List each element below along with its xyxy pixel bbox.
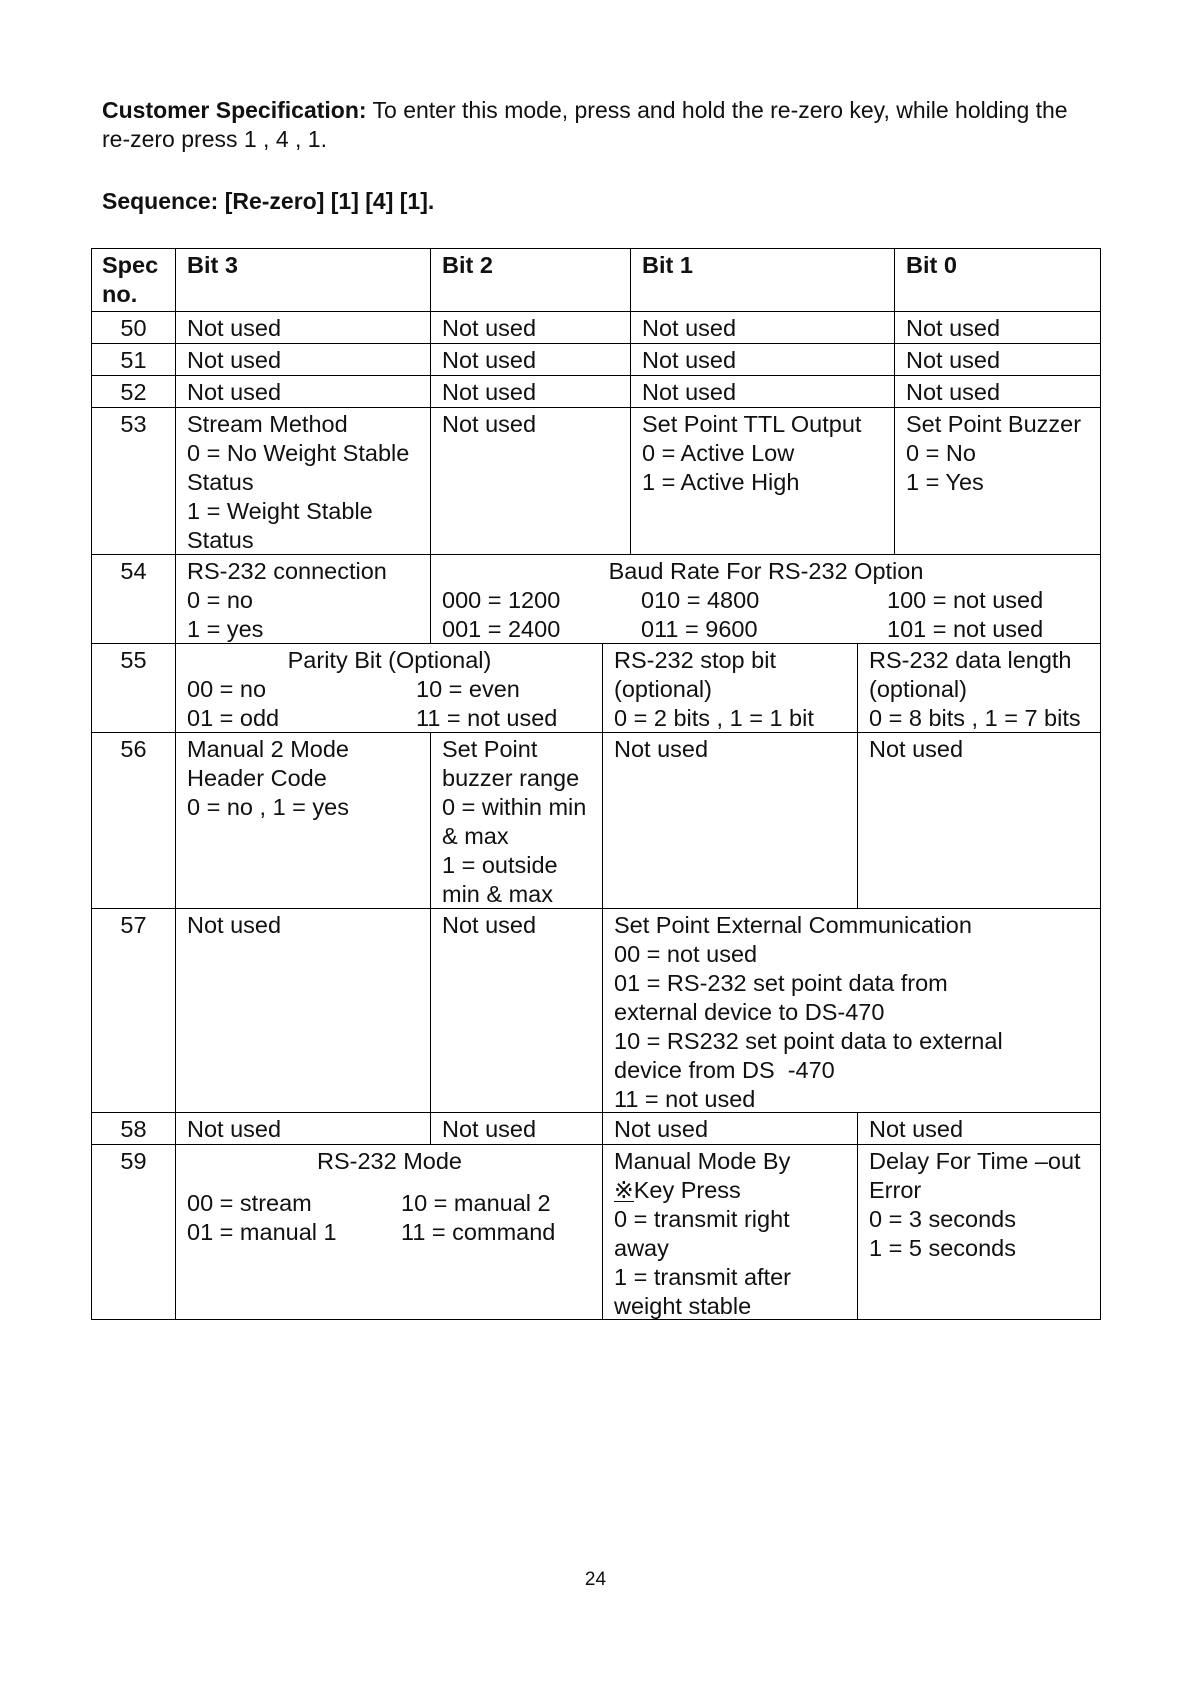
cell-line: 1 = yes xyxy=(187,616,264,642)
parity-line-1 xyxy=(187,675,592,704)
baud-option: 101 = not used xyxy=(887,616,1044,642)
bit3-cell: Not used xyxy=(175,909,430,1112)
cell-line: 1 = Active High xyxy=(642,469,800,495)
bit3-cell: Not used xyxy=(175,1113,430,1144)
reference-mark-icon: ※ xyxy=(614,1177,634,1203)
bit2-cell xyxy=(430,733,602,908)
bit0-cell: Not used xyxy=(857,733,1100,908)
cell-line: RS-232 data length xyxy=(869,647,1072,673)
table-row xyxy=(92,311,1100,343)
cell-line: Error xyxy=(869,1177,922,1203)
parity-line-2 xyxy=(187,704,592,732)
cell-line: 1 = Yes xyxy=(906,469,984,495)
bit1-cell: Not used xyxy=(630,344,894,375)
header-bit2: Bit 2 xyxy=(430,249,630,311)
parity-option: 11 = not used xyxy=(416,705,558,731)
cell-line: Set Point xyxy=(442,736,538,762)
cell-line: RS-232 connection xyxy=(187,558,387,584)
cell-line: 1 = transmit after xyxy=(614,1264,791,1290)
table-row xyxy=(92,343,1100,375)
cell-line: Header Code xyxy=(187,765,327,791)
bit0-cell xyxy=(894,408,1100,554)
cell-line: 1 = outside xyxy=(442,852,558,878)
bit0-cell: Not used xyxy=(894,312,1100,343)
spec-number: 54 xyxy=(120,558,147,584)
bit2-cell: Not used xyxy=(430,909,602,1112)
table-row xyxy=(92,1144,1100,1319)
spec-number: 51 xyxy=(120,347,147,373)
spec-number: 53 xyxy=(120,411,147,437)
table-row xyxy=(92,407,1100,554)
parity-bit-cell xyxy=(175,644,602,732)
cell-line: 0 = 3 seconds xyxy=(869,1206,1016,1232)
cell-line: 00 = not used xyxy=(614,941,758,967)
bit0-cell: Not used xyxy=(857,1113,1100,1144)
cell-line: 0 = no , 1 = yes xyxy=(187,794,349,820)
bit3-cell: Not used xyxy=(175,312,430,343)
cell-line: (optional) xyxy=(614,676,712,702)
cell-line: RS-232 stop bit xyxy=(614,647,776,673)
cell-line: Manual Mode By xyxy=(614,1148,791,1174)
cell-line: 0 = No Weight Stable xyxy=(187,440,410,466)
bit2-cell: Not used xyxy=(430,344,630,375)
baud-option: 001 = 2400 xyxy=(442,616,561,642)
bit1-cell: Not used xyxy=(630,312,894,343)
bit2-cell: Not used xyxy=(430,376,630,407)
table-header-row xyxy=(92,249,1100,311)
key-press-text: Key Press xyxy=(633,1177,741,1203)
mode-line-1 xyxy=(187,1189,592,1218)
spec-number: 55 xyxy=(120,647,147,673)
mode-option: 10 = manual 2 xyxy=(401,1190,551,1216)
table-row xyxy=(92,375,1100,407)
cell-line: Set Point External Communication xyxy=(614,912,972,938)
header-bit0: Bit 0 xyxy=(894,249,1100,311)
baud-rate-cell xyxy=(430,555,1100,643)
bit0-cell: Not used xyxy=(894,344,1100,375)
cell-line: Stream Method xyxy=(187,411,348,437)
cell-line: Status xyxy=(187,469,254,495)
header-bit1: Bit 1 xyxy=(630,249,894,311)
cell-line: min & max xyxy=(442,881,553,907)
cell-line: away xyxy=(614,1235,669,1261)
baud-rate-line-1 xyxy=(442,586,1090,615)
baud-option: 010 = 4800 xyxy=(641,587,760,613)
header-spec-no: Spec no. xyxy=(102,252,159,307)
cell-line: 01 = RS-232 set point data from xyxy=(614,970,948,996)
header-bit3: Bit 3 xyxy=(175,249,430,311)
mode-option: 00 = stream xyxy=(187,1190,312,1216)
cell-line: 0 = within min xyxy=(442,794,587,820)
cell-line: (optional) xyxy=(869,676,967,702)
cell-line: 0 = No xyxy=(906,440,976,466)
bit1-cell: Not used xyxy=(602,1113,857,1144)
spec-number: 57 xyxy=(120,912,147,938)
bit1-cell: Not used xyxy=(630,376,894,407)
bit0-cell xyxy=(857,1145,1100,1319)
baud-option: 000 = 1200 xyxy=(442,587,561,613)
bit0-cell xyxy=(857,644,1100,732)
bit3-cell: Not used xyxy=(175,376,430,407)
cell-line: 0 = 8 bits , 1 = 7 bits xyxy=(869,705,1081,731)
bit3-cell xyxy=(175,408,430,554)
parity-option: 00 = no xyxy=(187,676,267,702)
bit0-cell: Not used xyxy=(894,376,1100,407)
mode-option: 01 = manual 1 xyxy=(187,1219,337,1245)
intro-paragraph xyxy=(102,96,1082,154)
cell-line: 0 = transmit right xyxy=(614,1206,790,1232)
cell-line: 11 = not used xyxy=(614,1086,756,1112)
table-row xyxy=(92,1112,1100,1144)
bit3-cell xyxy=(175,555,430,643)
bit1-cell xyxy=(602,1145,857,1319)
set-point-external-communication-cell xyxy=(602,909,1100,1112)
sequence-heading: Sequence: [Re-zero] [1] [4] [1]. xyxy=(102,188,435,214)
cell-line: & max xyxy=(442,823,509,849)
spec-number: 50 xyxy=(120,315,147,341)
spec-number: 59 xyxy=(120,1148,147,1174)
bit1-cell: Not used xyxy=(602,733,857,908)
cell-line: weight stable xyxy=(614,1293,752,1319)
table-row xyxy=(92,732,1100,908)
rs232-mode-title: RS-232 Mode xyxy=(317,1148,462,1174)
cell-line: Set Point TTL Output xyxy=(642,411,862,437)
bit2-cell: Not used xyxy=(430,1113,602,1144)
cell-line: external device to DS-470 xyxy=(614,999,885,1025)
table-row xyxy=(92,908,1100,1112)
mode-line-2 xyxy=(187,1218,592,1247)
mode-option: 11 = command xyxy=(401,1219,556,1245)
intro-text: To enter this mode, press and hold the re-zero key, while holding the re-zero press 1 , 4 , 1. xyxy=(102,97,1068,152)
intro-label: Customer Specification: xyxy=(102,97,367,123)
baud-option: 100 = not used xyxy=(887,587,1044,613)
table-row xyxy=(92,643,1100,732)
table-row xyxy=(92,554,1100,643)
spec-table xyxy=(91,248,1101,1320)
bit1-cell xyxy=(602,644,857,732)
cell-line: 10 = RS232 set point data to external xyxy=(614,1028,1003,1054)
cell-line: 0 = 2 bits , 1 = 1 bit xyxy=(614,705,814,731)
cell-line: Delay For Time –out xyxy=(869,1148,1081,1174)
cell-line: Status xyxy=(187,527,254,553)
cell-line: 0 = Active Low xyxy=(642,440,795,466)
cell-line: Set Point Buzzer xyxy=(906,411,1082,437)
parity-option: 01 = odd xyxy=(187,705,280,731)
spec-number: 56 xyxy=(120,736,147,762)
page-number: 24 xyxy=(584,1569,607,1590)
parity-title: Parity Bit (Optional) xyxy=(287,647,492,673)
baud-rate-line-2 xyxy=(442,615,1090,643)
cell-line: 1 = 5 seconds xyxy=(869,1235,1016,1261)
cell-line xyxy=(614,1176,847,1205)
cell-line: buzzer range xyxy=(442,765,580,791)
baud-rate-title: Baud Rate For RS-232 Option xyxy=(608,558,924,584)
bit2-cell: Not used xyxy=(430,408,630,554)
spec-number: 58 xyxy=(120,1116,147,1142)
parity-option: 10 = even xyxy=(416,676,520,702)
rs232-mode-cell xyxy=(175,1145,602,1319)
cell-line: Manual 2 Mode xyxy=(187,736,349,762)
baud-option: 011 = 9600 xyxy=(641,616,758,642)
bit1-cell xyxy=(630,408,894,554)
cell-line: device from DS -470 xyxy=(614,1057,835,1083)
cell-line: 0 = no xyxy=(187,587,253,613)
spec-number: 52 xyxy=(120,379,147,405)
bit3-cell xyxy=(175,733,430,908)
spec-table-wrapper xyxy=(91,248,1101,1320)
cell-line: 1 = Weight Stable xyxy=(187,498,373,524)
bit2-cell: Not used xyxy=(430,312,630,343)
bit3-cell: Not used xyxy=(175,344,430,375)
